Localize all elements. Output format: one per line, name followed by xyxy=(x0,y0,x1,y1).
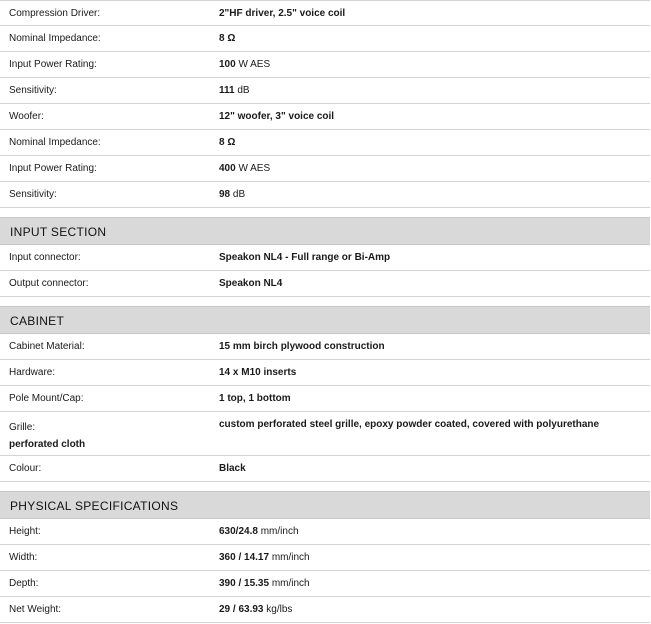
spec-row xyxy=(0,104,650,130)
spec-label: Pole Mount/Cap: xyxy=(9,393,84,404)
spec-value: 8 Ω xyxy=(219,137,236,148)
spec-value: 12" woofer, 3" voice coil xyxy=(219,111,335,122)
spec-row xyxy=(0,26,650,52)
spec-value: 15 mm birch plywood construction xyxy=(219,341,385,352)
spec-value: 630/24.8 mm/inch xyxy=(219,526,299,537)
section-header-physical xyxy=(0,491,650,519)
spec-row xyxy=(0,545,650,571)
spec-row xyxy=(0,271,650,297)
spec-label: Nominal Impedance: xyxy=(9,33,101,44)
spec-row xyxy=(0,334,650,360)
spec-row xyxy=(0,0,650,26)
spec-label: Output connector: xyxy=(9,278,89,289)
spec-label: Hardware: xyxy=(9,367,56,378)
spec-label: Cabinet Material: xyxy=(9,341,85,352)
spec-label: Colour: xyxy=(9,463,42,474)
spec-row xyxy=(0,571,650,597)
spec-row xyxy=(0,130,650,156)
spec-value: 400 W AES xyxy=(219,163,271,174)
spec-value: 1 top, 1 bottom xyxy=(219,393,291,404)
spec-label: Grille: xyxy=(9,422,36,433)
section-title: CABINET xyxy=(10,314,65,328)
spec-row-grille xyxy=(0,412,650,456)
spec-value: 2"HF driver, 2.5" voice coil xyxy=(219,8,346,19)
spec-value: 14 x M10 inserts xyxy=(219,367,297,378)
spec-row xyxy=(0,245,650,271)
spec-label: Width: xyxy=(9,552,38,563)
spec-label: Height: xyxy=(9,526,41,537)
spec-label: Input Power Rating: xyxy=(9,163,97,174)
spec-label: Woofer: xyxy=(9,111,44,122)
spec-row xyxy=(0,360,650,386)
spec-value: 98 dB xyxy=(219,189,246,200)
spec-row xyxy=(0,182,650,208)
spec-value: 390 / 15.35 mm/inch xyxy=(219,578,310,589)
spec-label: Compression Driver: xyxy=(9,8,101,19)
section-header-input xyxy=(0,217,650,245)
section-title: PHYSICAL SPECIFICATIONS xyxy=(10,499,179,513)
spec-value: Speakon NL4 - Full range or Bi-Amp xyxy=(219,252,391,263)
spec-label: Sensitivity: xyxy=(9,189,57,200)
spec-value: 8 Ω xyxy=(219,33,236,44)
section-title: INPUT SECTION xyxy=(10,225,107,239)
section-header-cabinet xyxy=(0,306,650,334)
spec-label: Sensitivity: xyxy=(9,85,57,96)
spec-value: Speakon NL4 xyxy=(219,278,283,289)
spec-label: Input connector: xyxy=(9,252,81,263)
spec-row xyxy=(0,519,650,545)
spec-row xyxy=(0,156,650,182)
spec-value: 100 W AES xyxy=(219,59,271,70)
spec-label: Nominal Impedance: xyxy=(9,137,101,148)
spec-row xyxy=(0,78,650,104)
spec-value: Black xyxy=(219,463,246,474)
spec-row xyxy=(0,597,650,623)
spec-row xyxy=(0,386,650,412)
spec-label: Net Weight: xyxy=(9,604,62,615)
spec-row xyxy=(0,52,650,78)
spec-value: 360 / 14.17 mm/inch xyxy=(219,552,310,563)
spec-value: 111 dB xyxy=(219,85,250,96)
spec-value: custom perforated steel grille, epoxy powder coated, covered with polyurethane xyxy=(219,419,600,430)
spec-row xyxy=(0,456,650,482)
spec-value: 29 / 63.93 kg/lbs xyxy=(219,604,293,615)
grille-value-continuation: perforated cloth xyxy=(9,439,86,450)
spec-label: Input Power Rating: xyxy=(9,59,97,70)
spec-label: Depth: xyxy=(9,578,39,589)
